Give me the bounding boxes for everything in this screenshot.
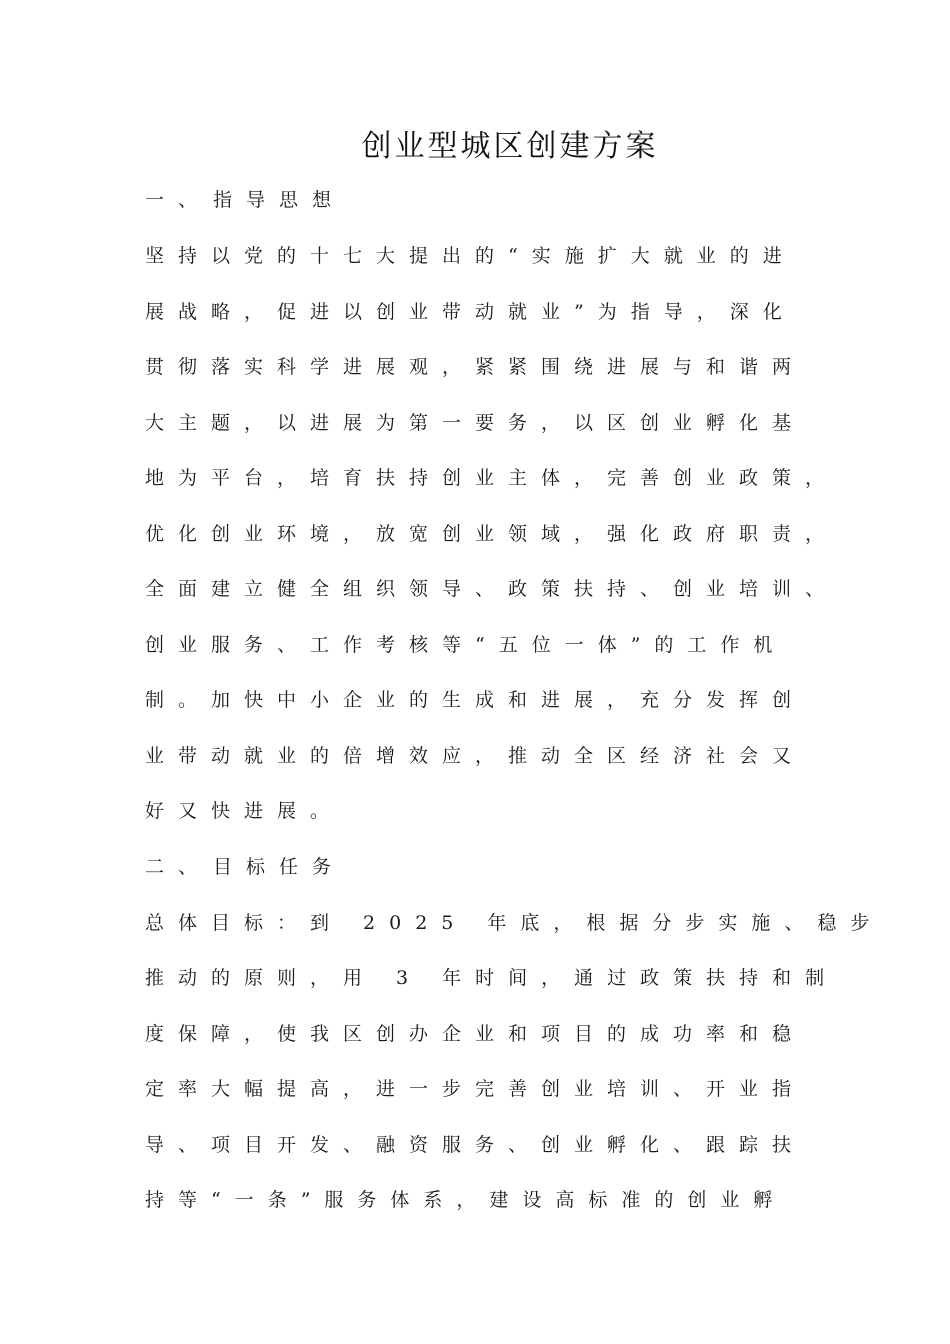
section-number: 二、 [145,856,212,878]
paragraph-line: 贯彻落实科学进展观，紧紧围绕进展与和谐两 [145,356,806,378]
section-heading-goals-tasks [145,847,845,887]
paragraph-line: 展战略，促进以创业带动就业”为指导，深化 [145,301,796,323]
paragraph-line: 坚持以党的十七大提出的“实施扩大就业的进 [145,245,796,267]
paragraph-line: 创业服务、工作考核等“五位一体”的工作机 [145,634,787,656]
document-title: 创业型城区创建方案 [361,129,659,164]
section-heading-guiding-ideology [145,180,845,220]
section-title: 目标任务 [213,856,346,878]
paragraph-line: 优化创业环境，放宽创业领域，强化政府职责， [145,523,839,545]
paragraph-line: 总体目标：到 2025 年底，根据分步实施、稳步 [145,912,884,934]
paragraph-line: 大主题，以进展为第一要务，以区创业孵化基 [145,412,806,434]
paragraph-line: 业带动就业的倍增效应，推动全区经济社会又 [145,745,806,767]
section-number: 一、 [145,189,212,211]
paragraph-line: 度保障，使我区创办企业和项目的成功率和稳 [145,1023,806,1045]
paragraph-line: 持等“一条”服务体系，建设高标准的创业孵 [145,1189,787,1211]
paragraph-line: 全面建立健全组织领导、政策扶持、创业培训、 [145,578,839,600]
paragraph-line: 导、项目开发、融资服务、创业孵化、跟踪扶 [145,1134,806,1156]
paragraph-line: 推动的原则，用 3 年时间，通过政策扶持和制 [145,967,839,989]
paragraph-line: 好又快进展。 [145,800,344,822]
paragraph-line: 定率大幅提高，进一步完善创业培训、开业指 [145,1078,806,1100]
section-title: 指导思想 [213,189,346,211]
paragraph-line: 地为平台，培育扶持创业主体，完善创业政策， [145,467,839,489]
paragraph-line: 制。加快中小企业的生成和进展，充分发挥创 [145,689,806,711]
